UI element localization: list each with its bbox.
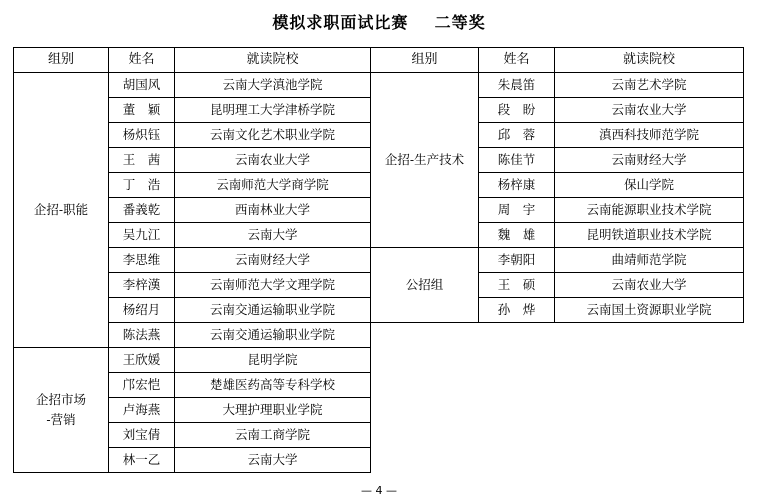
name-cell: 董 颖 xyxy=(109,98,175,123)
group-cell: 公招组 xyxy=(371,248,479,323)
header-group: 组别 xyxy=(371,48,479,73)
page-title: 模拟求职面试比赛 二等奖 xyxy=(272,13,486,32)
school-cell: 大理护理职业学院 xyxy=(175,398,371,423)
school-cell: 昆明学院 xyxy=(175,348,371,373)
school-cell: 云南师范大学商学院 xyxy=(175,173,371,198)
left-header-row xyxy=(14,48,371,73)
school-cell: 云南农业大学 xyxy=(555,98,744,123)
school-cell: 云南交通运输职业学院 xyxy=(175,323,371,348)
school-cell: 云南艺术学院 xyxy=(555,73,744,98)
school-cell: 滇西科技师范学院 xyxy=(555,123,744,148)
name-cell: 孙 烨 xyxy=(479,298,555,323)
name-cell: 杨梓康 xyxy=(479,173,555,198)
right-table-wrap xyxy=(370,47,744,323)
name-cell: 邝宏恺 xyxy=(109,373,175,398)
name-cell: 杨绍月 xyxy=(109,298,175,323)
header-name: 姓名 xyxy=(109,48,175,73)
name-cell: 朱晨笛 xyxy=(479,73,555,98)
right-award-table xyxy=(370,47,744,323)
header-name: 姓名 xyxy=(479,48,555,73)
name-cell: 番義乾 xyxy=(109,198,175,223)
table-row xyxy=(14,73,371,98)
school-cell: 云南农业大学 xyxy=(555,273,744,298)
group-cell: 企招-职能 xyxy=(14,73,109,348)
name-cell: 刘宝倩 xyxy=(109,423,175,448)
name-cell: 杨炽钰 xyxy=(109,123,175,148)
name-cell: 王 茜 xyxy=(109,148,175,173)
school-cell: 云南农业大学 xyxy=(175,148,371,173)
name-cell: 李梓漢 xyxy=(109,273,175,298)
name-cell: 段 盼 xyxy=(479,98,555,123)
left-table-wrap xyxy=(13,47,371,473)
school-cell: 云南国土资源职业学院 xyxy=(555,298,744,323)
table-row xyxy=(14,348,371,373)
right-header-row xyxy=(371,48,744,73)
name-cell: 丁 浩 xyxy=(109,173,175,198)
school-cell: 云南大学滇池学院 xyxy=(175,73,371,98)
name-cell: 李朝阳 xyxy=(479,248,555,273)
table-row xyxy=(371,73,744,98)
header-group: 组别 xyxy=(14,48,109,73)
school-cell: 保山学院 xyxy=(555,173,744,198)
name-cell: 陈佳节 xyxy=(479,148,555,173)
name-cell: 李思维 xyxy=(109,248,175,273)
school-cell: 云南能源职业技术学院 xyxy=(555,198,744,223)
name-cell: 王欣媛 xyxy=(109,348,175,373)
school-cell: 昆明理工大学津桥学院 xyxy=(175,98,371,123)
group-cell: 企招-生产技术 xyxy=(371,73,479,248)
school-cell: 云南财经大学 xyxy=(175,248,371,273)
header-school: 就读院校 xyxy=(175,48,371,73)
school-cell: 云南财经大学 xyxy=(555,148,744,173)
page-number: — 4 — xyxy=(361,484,397,497)
school-cell: 楚雄医药高等专科学校 xyxy=(175,373,371,398)
name-cell: 卢海燕 xyxy=(109,398,175,423)
name-cell: 陈法燕 xyxy=(109,323,175,348)
name-cell: 王 硕 xyxy=(479,273,555,298)
school-cell: 昆明铁道职业技术学院 xyxy=(555,223,744,248)
name-cell: 吴九江 xyxy=(109,223,175,248)
school-cell: 云南师范大学文理学院 xyxy=(175,273,371,298)
table-row xyxy=(371,248,744,273)
name-cell: 林一乙 xyxy=(109,448,175,473)
school-cell: 云南大学 xyxy=(175,223,371,248)
name-cell: 周 宇 xyxy=(479,198,555,223)
left-award-table xyxy=(13,47,371,473)
header-school: 就读院校 xyxy=(555,48,744,73)
school-cell: 云南文化艺术职业学院 xyxy=(175,123,371,148)
name-cell: 邱 蓉 xyxy=(479,123,555,148)
school-cell: 云南工商学院 xyxy=(175,423,371,448)
name-cell: 胡国风 xyxy=(109,73,175,98)
group-cell: 企招市场 -营销 xyxy=(14,348,109,473)
school-cell: 西南林业大学 xyxy=(175,198,371,223)
school-cell: 云南大学 xyxy=(175,448,371,473)
school-cell: 曲靖师范学院 xyxy=(555,248,744,273)
name-cell: 魏 雄 xyxy=(479,223,555,248)
school-cell: 云南交通运输职业学院 xyxy=(175,298,371,323)
